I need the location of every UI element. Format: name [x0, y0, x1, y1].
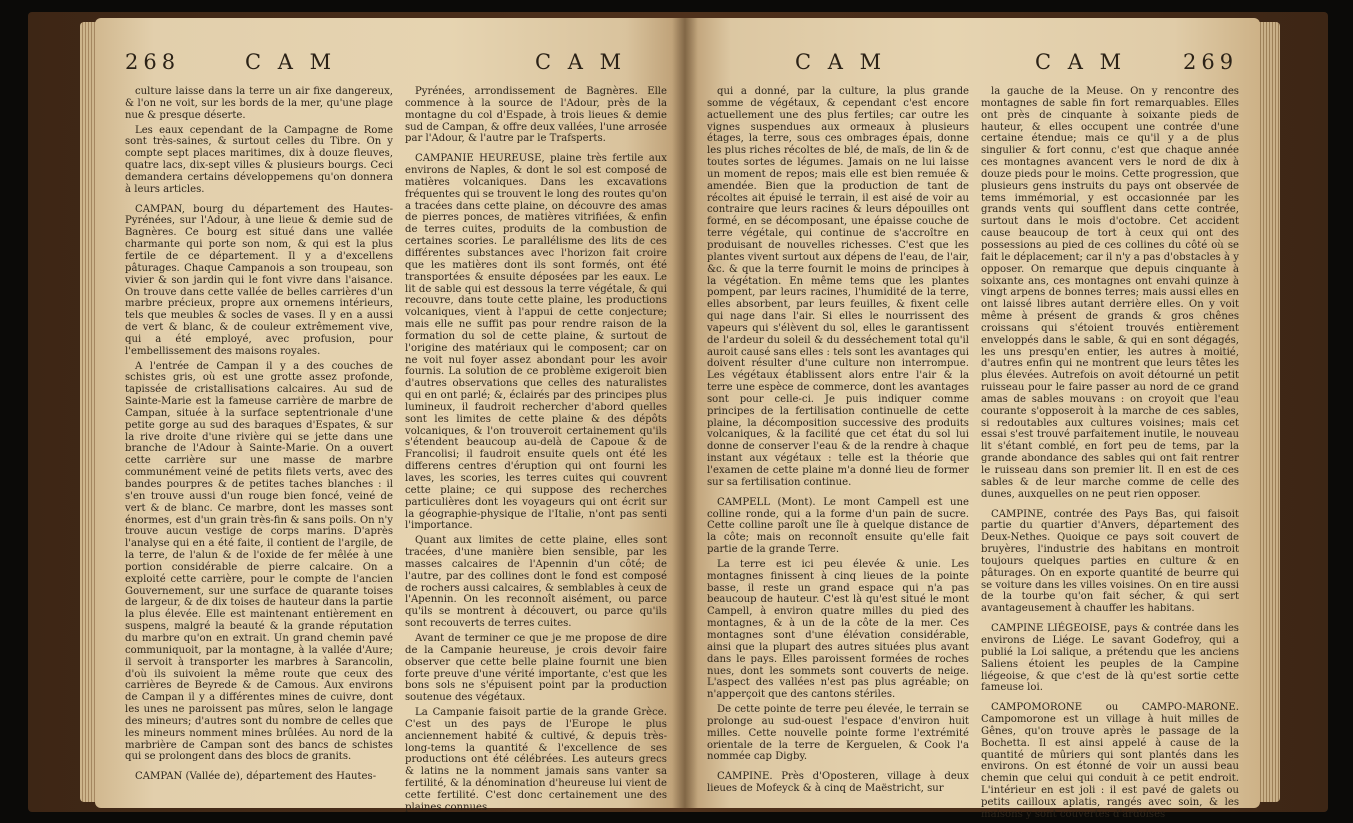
left-page-number: 268 — [125, 50, 181, 74]
left-running-head-2: C A M — [535, 50, 627, 74]
paragraph: culture laisse dans la terre un air fixe dangereux, & l'on ne voit, sur les bords de la mer, qu'une plage nue & presque déserte. — [125, 86, 393, 121]
paragraph: Pyrénées, arrondissement de Bagnères. Elle commence à la source de l'Adour, près de la montagne du col d'Espade, à trois lieues & demie sud de Campan, & offre deux vallées, l'une arrosée par l'Adour, & l'autre par le Trafsperts. — [405, 86, 667, 145]
right-page-number: 269 — [1183, 50, 1239, 74]
right-page-header — [685, 50, 1260, 80]
left-page-column-1 — [125, 86, 393, 806]
entry-campine: CAMPINE. Près d'Oposteren, village à deux lieues de Mofeyck & à cinq de Maëstricht, sur — [707, 771, 969, 795]
paragraph: De cette pointe de terre peu élevée, le terrain se prolonge au sud-ouest l'espace d'environ huit milles. Cette nouvelle pointe forme l'extrémité orientale de la terre de Kerguelen, & Cook l'a nommée cap Digby. — [707, 704, 969, 763]
entry-campell: CAMPELL (Mont). Le mont Campell est une colline ronde, qui a la forme d'un pain de sucre. Cette colline paroît une île à quelque distance de la côte; mais on reconnoît ensuite qu'elle fait partie de la grande Terre. — [707, 496, 969, 556]
paragraph: La Campanie faisoit partie de la grande Grèce. C'est un des pays de l'Europe le plus anciennement habité & cultivé, & depuis très-long-tems la quantité & l'excellence de ses productions ont été célébrées. Les auteurs grecs & latins ne la nomment jamais sans vanter sa fertilité, & la dénomination d'heureuse lui vient de cette fertilité. C'est donc certainement une des plaines connues — [405, 707, 667, 813]
entry-campanie-heureuse: CAMPANIE HEUREUSE, plaine très fertile aux environs de Naples, & dont le sol est composé de matières volcaniques. Dans les excavations fréquentes qui se trouvent le long des routes qu'on a tracées dans cette plaine, on découvre des amas de pierres ponces, de matières vitrifiées, & enfin de terres cuites, produits de la combustion de certaines scories. Le parallélisme des lits de ces différentes substances avec l'horizon fait croire que les matières dont ils sont formés, ont été transportées & ensuite déposées par les eaux. Le lit de sable qui est dessous la terre végétale, & qui recouvre, dans toute cette plaine, les productions volcaniques, vient à l'appui de cette conjecture; mais elle ne suffit pas pour rendre raison de la formation du sol de cette plaine, & surtout de l'origine des matériaux qui le composent; car on ne voit nul foyer assez abondant pour les avoir fournis. La solution de ce problème exigeroit bien d'autres observations que celles des naturalistes qui en ont parlé; &, éclairés par des principes plus lumineux, il faudroit rechercher d'abord quelles sont les limites de cette plaine & des dépôts volcaniques, & l'on trouveroit certainement qu'ils s'étendent beaucoup au-delà de Capoue & de Francolisi; il faudroit ensuite quels ont été les differens centres d'éruption qui ont fourni les laves, les scories, les terres cuites qui couvrent cette plaine; ce qui suppose des recherches particulières dont les voyageurs qui ont écrit sur la géographie-physique de l'Italie, n'ont pas senti l'importance. — [405, 153, 667, 532]
left-page — [95, 18, 685, 813]
entry-campine-liegeoise: CAMPINE LIÉGEOISE, pays & contrée dans les environs de Liége. Le savant Godefroy, qui a publié la Loi salique, a prétendu que les anciens Saliens étoient les peuples de la Campine liégeoise, & que c'est de là qu'est sortie cette fameuse loi. — [981, 623, 1239, 694]
paragraph: A l'entrée de Campan il y a des couches de schistes gris, où est une grotte assez profonde, tapissée de cristallisations calcaires. Au sud de Sainte-Marie est la fameuse carrière de marbre de Campan, située à la surface septentrionale d'une petite gorge au sud des baraques d'Espates, & sur la rive droite d'une rivière qui se jette dans une branche de l'Adour à Sainte-Marie. On a ouvert cette carrière sur une masse de marbre communément veiné de petits filets verts, avec des bandes pourpres & de petites taches blanches : il s'en trouve aussi d'un rouge bien foncé, veiné de vert & de blanc. Ce marbre, dont les masses sont énormes, est d'un grain très-fin & sans poils. On n'y trouve aucun vestige de corps marins. D'après l'analyse qui en a été faite, il contient de l'argile, de la terre, de l'alun & de l'oxide de fer mêlée à une portion considérable de pierre calcaire. On a exploité cette carrière, pour le compte de l'ancien Gouvernement, sur une surface de quarante toises de largeur, & de dix toises de hauteur dans la partie la plus élevée. Elle est maintenant entièrement en suspens, malgré la beauté & la grande réputation du marbre qu'on en extrait. Un grand chemin pavé communiquoit, par la montagne, à la vallée d'Aure; il servoit à transporter les marbres à Sarancolin, d'où ils suivoient la même route que ceux des carrières de Beyrede & de Camous. Aux environs de Campan il y a différentes mines de cuivre, dont les unes ne paroissent pas mûres, selon le langage des mineurs; d'autres sont du nombre de celles que les mineurs nomment mines brûlées. Au nord de la marbrière de Campan sont des bancs de schistes qui se prolongent dans des blocs de granits. — [125, 360, 393, 763]
paragraph: Avant de terminer ce que je me propose de dire de la Campanie heureuse, je crois devoir faire observer que cette belle plaine fournit une bien forte preuve d'une vérité importante, c'est que les bons sols ne s'épuisent point par la production soutenue des végétaux. — [405, 632, 667, 704]
entry-campine-anvers: CAMPINE, contrée des Pays Bas, qui faisoit partie du quartier d'Anvers, département des Deux-Nethes. Quoique ce pays soit couvert de bruyères, l'industrie des habitans en montroit toujours quelques parties en culture & en pâturages. On en exporte quantité de beurre qui se voiture dans les villes voisines. On en tire aussi de la tourbe qu'on fait sécher, & qui sert avantageusement à chauffer les habitans. — [981, 508, 1239, 615]
left-page-column-2 — [405, 86, 667, 813]
entry-campomorone: CAMPOMORONE ou CAMPO-MARONE. Campomorone est un village à huit milles de Gênes, qu'on trouve après le passage de la Bochetta. Il est ainsi appelé à cause de la quantité de mûriers qui sont plantés dans les environs. On est étonné de voir un aussi beau chemin que celui qui conduit à ce petit endroit. L'intérieur en est joli : il est pavé de galets ou petits cailloux aplatis, rangés avec soin, & les maisons y sont couvertes d'ardoises — [981, 702, 1239, 820]
left-running-head-1: C A M — [245, 50, 337, 74]
paragraph: la gauche de la Meuse. On y rencontre des montagnes de sable fin fort remarquables. Elles ont près de cinquante à soixante pieds de hauteur, & elles occupent une contrée d'une certaine étendue; mais ce qu'il y a de plus singulier & fort connu, c'est que chaque année ces montagnes avancent vers le nord de dix à douze pieds pour le moins. Cette progression, que plusieurs gens instruits du pays ont observée de tems immémorial, y est occasionnée par les grands vents qui soufflent dans cette contrée, surtout dans le mois d'octobre. Cet accident cause beaucoup de tort à ceux qui ont des possessions au pied de ces collines du côté où se fait le déplacement; car il n'y a pas d'obstacles à y opposer. On remarque que depuis cinquante à soixante ans, ces montagnes ont envahi quinze à vingt arpens de bonnes terres; mais aussi elles en ont laissé libres autant derrière elles. On y voit même à présent de grands & gros chênes croissans qui s'étoient trouvés entièrement enveloppés dans le sable, & qui en sont dégagés, les uns presqu'en entier, les autres à moitié, d'autres enfin qui ne montrent que leurs têtes les plus élevées. Autrefois on avoit détourné un petit ruisseau pour le faire passer au nord de ce grand amas de sables mouvans : on croyoit que l'eau courante s'opposeroit à la marche de ces sables, si redoutables aux cultures voisines; mais cet essai s'est trouvé parfaitement inutile, le nouveau lit s'étant comblé, en fort peu de tems, par la grande abondance des sables qui ont fait rentrer le ruisseau dans son premier lit. Il en est de ces sables & de leur marche comme de celle des dunes, auxquelles on ne peut rien opposer. — [981, 86, 1239, 500]
right-page-edges — [1258, 22, 1280, 802]
paragraph: Les eaux cependant de la Campagne de Rome sont très-saines, & surtout celles du Tibre. On y compte sept places maritimes, dix à douze fleuves, quatre lacs, dix-sept villes & plusieurs bourgs. Ceci demandera certains développemens qu'on donnera à leurs articles. — [125, 124, 393, 195]
right-running-head-2: C A M — [1035, 50, 1127, 74]
entry-campan-vallee: CAMPAN (Vallée de), département des Hautes- — [135, 771, 377, 783]
right-running-head-1: C A M — [795, 50, 887, 74]
left-page-header — [95, 50, 685, 80]
right-page-column-2 — [981, 86, 1239, 820]
paragraph: Quant aux limites de cette plaine, elles sont tracées, d'une manière bien sensible, par les masses calcaires de l'Apennin d'un côté; de l'autre, par des collines dont le fond est composé de rochers aussi calcaires, & semblables à ceux de l'Apennin. On les reconnoît aisément, ou parce qu'ils se montrent à découvert, ou parce qu'ils sont recouverts de terres cuites. — [405, 535, 667, 630]
paragraph: La terre est ici peu élevée & unie. Les montagnes finissent à cinq lieues de la pointe basse, il reste un grand espace qui n'a pas beaucoup de hauteur. C'est là qu'est situé le mont Campell, à environ quatre milles du pied des montagnes, & à un de la côte de la mer. Ces montagnes sont d'une élévation considérable, ainsi que la plupart des autres situées plus avant dans le pays. Elles paroissent formées de roches nues, dont les sommets sont couverts de neige. L'aspect des vallées n'est pas plus agréable; on n'apperçoit que des cantons stériles. — [707, 558, 969, 701]
right-page-column-1 — [707, 86, 969, 806]
entry-campan: CAMPAN, bourg du département des Hautes-Pyrénées, sur l'Adour, à une lieue & demie sud de Bagnères. Ce bourg est situé dans une vallée charmante qui porte son nom, & qui est la plus fertile de ce département. Il y a d'excellens pâturages. Chaque Campanois a son troupeau, son vivier & son jardin qui le font vivre dans l'aisance. On trouve dans cette vallée de belles carrières d'un marbre précieux, propre aux ornemens intérieurs, tels que meubles & socles de vases. Il y en a aussi de vert & blanc, & de couleur extrêmement vive, qui a été employé, avec profusion, pour l'embellissement des maisons royales. — [125, 203, 393, 357]
book-gutter — [672, 18, 698, 808]
right-page — [685, 18, 1260, 820]
paragraph: qui a donné, par la culture, la plus grande somme de végétaux, & cependant c'est encore actuellement une des plus fertiles; car outre les vignes suspendues aux ormeaux à plusieurs étages, la terre, sous ces ombrages épais, donne les plus riches récoltes de blé, de maïs, de lin & de toutes sortes de légumes. Jamais on ne lui laisse un moment de repos; mais elle est bien remuée & amendée. Bien que la production de tant de récoltes ait épuisé le terrain, il est aisé de voir au contraire que leurs racines & leurs dépouilles ont formé, en se décomposant, une épaisse couche de terre végétale, qui continue de s'accroître en produisant de nouvelles richesses. C'est que les plantes vivent surtout aux dépens de l'eau, de l'air, &c. & que la terre fournit le moins de principes à la végétation. En même tems que les plantes pompent, par leurs racines, l'humidité de la terre, elles absorbent, par leurs feuilles, & fixent celle qui nage dans l'air. Si elles le nourrissent des vapeurs qui s'élèvent du sol, elles le garantissent de l'ardeur du soleil & du desséchement total qu'il auroit causé sans elles : tels sont les avantages qui doivent résulter d'une culture non interrompue. Les végétaux établissent alors entre l'air & la terre une espèce de commerce, dont les avantages sont pour celle-ci. Je puis indiquer comme principes de la fertilisation continuelle de cette plaine, la décomposition successive des produits volcaniques, & la facilité que cet état du sol lui donne de conserver l'eau & de la rendre à chaque instant aux végétaux : telle est la théorie que l'examen de cette plaine m'a donné lieu de former sur sa fertilisation continue. — [707, 86, 969, 488]
